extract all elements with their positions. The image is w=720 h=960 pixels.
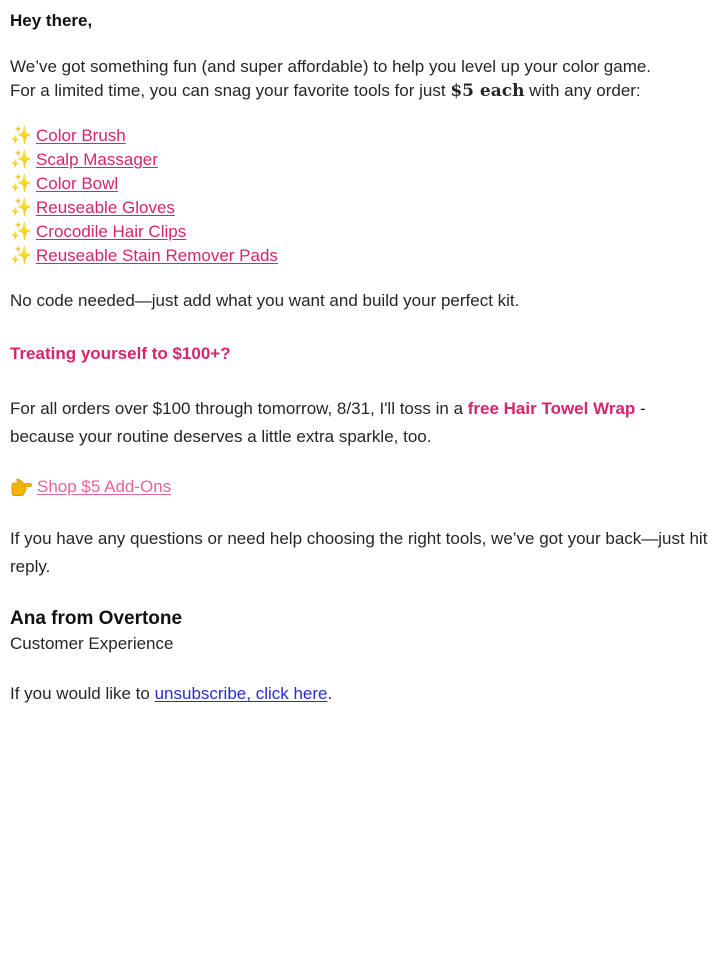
list-item [10,196,710,220]
sparkles-icon: ✨ [10,149,33,170]
list-item [10,244,710,268]
list-item [10,172,710,196]
sparkles-icon: ✨ [10,173,33,194]
unsubscribe-link[interactable]: unsubscribe, click here [154,684,328,703]
offer-text-after: - because your routine deserves a little extra sparkle, too. [10,399,646,446]
tool-link-reuseable-gloves[interactable]: Reuseable Gloves [36,198,175,217]
intro-line-2-after: with any order: [524,81,641,100]
sparkles-icon: ✨ [10,221,33,242]
intro-line-2-before: For a limited time, you can snag your favorite tools for just [10,81,451,100]
unsubscribe-paragraph [10,682,710,706]
greeting: Hey there, [10,11,93,30]
offer-subhead: Treating yourself to $100+? [10,344,231,363]
list-item [10,220,710,244]
shop-cta [10,475,710,499]
tool-link-crocodile-hair-clips[interactable]: Crocodile Hair Clips [36,222,187,241]
offer-text-before: For all orders over $100 through tomorrow, 8/31, I'll toss in a [10,399,468,418]
unsubscribe-text-before: If you would like to [10,684,155,703]
sparkles-icon: ✨ [10,125,33,146]
offer-paragraph [10,395,710,451]
tool-link-color-brush[interactable]: Color Brush [36,126,126,145]
pointing-hand-icon [10,478,32,496]
help-paragraph: If you have any questions or need help choosing the right tools, we’ve got your back—just hit reply. [10,529,708,576]
shop-add-ons-link[interactable]: Shop $5 Add-Ons [37,477,172,496]
unsubscribe-text-after: . [327,684,333,703]
signature-role: Customer Experience [10,634,174,653]
tool-link-color-bowl[interactable]: Color Bowl [36,174,119,193]
intro-paragraph [10,55,710,103]
list-item [10,148,710,172]
sparkles-icon: ✨ [10,197,33,218]
price-highlight: $5 each [450,81,525,101]
offer-highlight: free Hair Towel Wrap [467,399,636,418]
signature-name: Ana from Overtone [10,608,183,629]
sparkles-icon: ✨ [10,245,33,266]
tool-link-stain-remover-pads[interactable]: Reuseable Stain Remover Pads [36,246,278,265]
tool-list [10,124,710,268]
intro-line-1: We’ve got something fun (and super affordable) to help you level up your color game. [10,57,652,76]
tool-link-scalp-massager[interactable]: Scalp Massager [36,150,158,169]
no-code-paragraph: No code needed—just add what you want and build your perfect kit. [10,291,520,310]
list-item [10,124,710,148]
